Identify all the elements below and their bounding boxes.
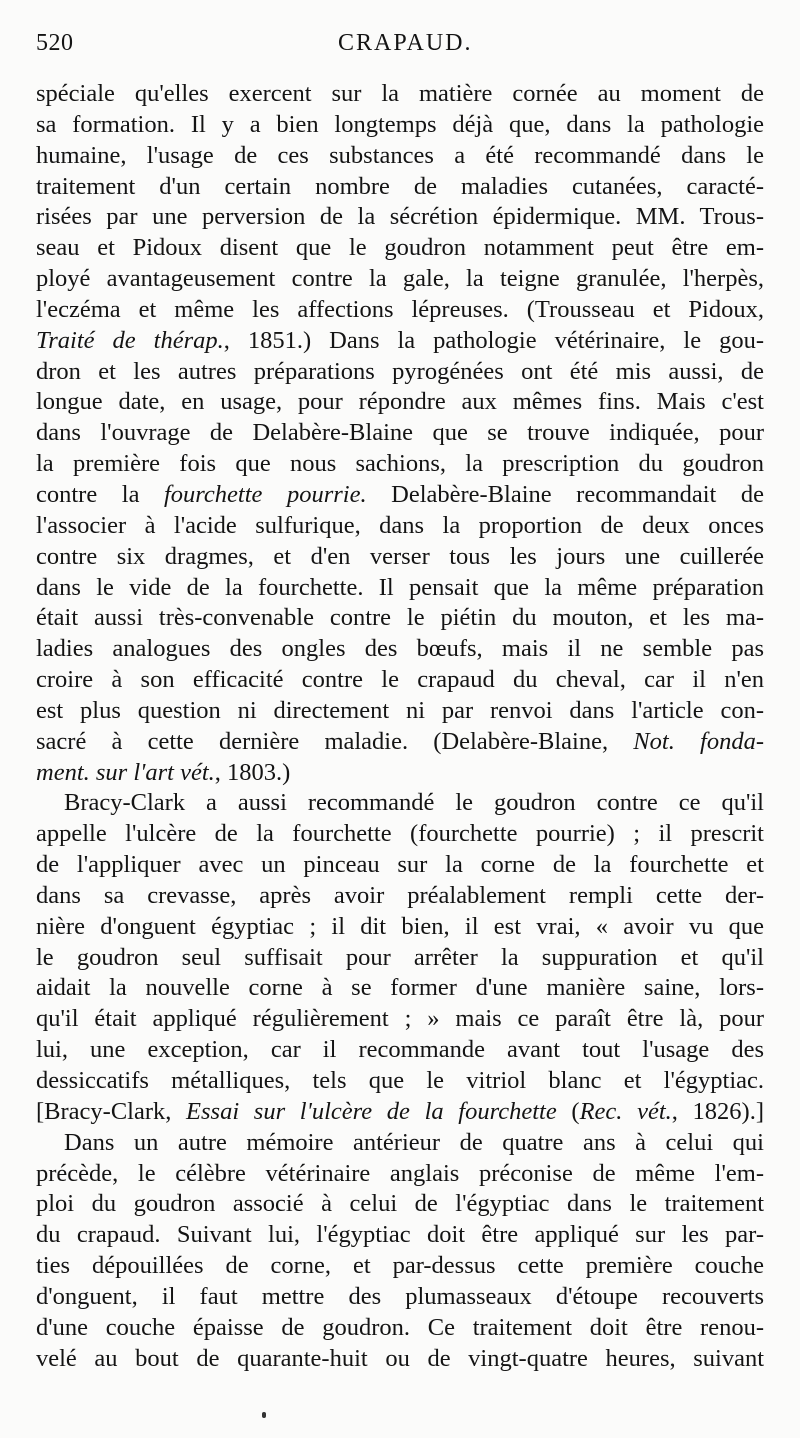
page-header [36, 30, 556, 66]
body-text [36, 79, 764, 1374]
text-line: velé au bout de quarante-huit ou de vingt-quatre heures, suivant [36, 1344, 764, 1372]
text-line: dans le vide de la fourchette. Il pensait que la même préparation [36, 573, 764, 601]
text-segment: , 1826).] [671, 1097, 764, 1125]
text-line: ploi du goudron associé à celui de l'égyptiac dans le traitement [36, 1190, 764, 1218]
text-line: ties dépouillées de corne, et par-dessus cette première couche [36, 1252, 764, 1280]
term-italic: fourchette pourrie. [163, 480, 367, 508]
citation-italic: Traité de thérap. [36, 326, 224, 354]
text-line: humaine, l'usage de ces substances a été recommandé dans le [36, 141, 764, 169]
text-line: d'une couche épaisse de goudron. Ce traitement doit être renou- [36, 1313, 764, 1341]
text-line: traitement d'un certain nombre de maladies cutanées, caracté- [36, 172, 764, 200]
text-line: Bracy-Clark a aussi recommandé le goudron contre ce qu'il [64, 789, 764, 817]
text-segment: , 1803.) [214, 758, 291, 786]
text-line: risées par une perversion de la sécrétion épidermique. MM. Trous- [36, 203, 764, 231]
text-line: dessiccatifs métalliques, tels que le vitriol blanc et l'égyptiac. [36, 1067, 764, 1094]
text-line: longue date, en usage, pour répondre aux mêmes fins. Mais c'est [36, 388, 764, 416]
text-line [36, 1097, 764, 1128]
text-line: précède, le célèbre vétérinaire anglais préconise de même l'em- [36, 1159, 764, 1187]
text-line: seau et Pidoux disent que le goudron notamment peut être em- [36, 234, 764, 262]
text-line: dans sa crevasse, après avoir préalablement rempli cette der- [36, 881, 764, 909]
citation-italic: Rec. vét. [579, 1097, 672, 1125]
text-line: du crapaud. Suivant lui, l'égyptiac doit être appliqué sur les par- [36, 1221, 764, 1249]
citation-italic: ment. sur l'art vét. [36, 758, 215, 786]
printer-mark [262, 1412, 266, 1418]
text-line [36, 326, 764, 357]
text-line: était aussi très-convenable contre le piétin du mouton, et les ma- [36, 604, 764, 632]
text-segment: contre la [36, 480, 164, 508]
text-line: dans l'ouvrage de Delabère-Blaine que se trouve indiquée, pour [36, 419, 764, 447]
page-number: 520 [36, 30, 74, 56]
citation-italic: Not. fonda- [633, 727, 764, 755]
text-line: l'associer à l'acide sulfurique, dans la proportion de deux onces [36, 511, 764, 539]
text-line: spéciale qu'elles exercent sur la matière cornée au moment de [36, 80, 764, 107]
text-line [36, 758, 764, 789]
text-line: de l'appliquer avec un pinceau sur la corne de la fourchette et [36, 851, 764, 879]
text-line: la première fois que nous sachions, la prescription du goudron [36, 450, 764, 478]
text-segment: Delabère-Blaine recommandait de [366, 480, 764, 508]
text-line: appelle l'ulcère de la fourchette (fourchette pourrie) ; il prescrit [36, 820, 764, 848]
text-line: Dans un autre mémoire antérieur de quatre ans à celui qui [64, 1128, 764, 1156]
text-line: est plus question ni directement ni par renvoi dans l'article con- [36, 696, 764, 724]
text-line: nière d'onguent égyptiac ; il dit bien, il est vrai, « avoir vu que [36, 912, 764, 940]
text-line: d'onguent, il faut mettre des plumasseaux d'étoupe recouverts [36, 1282, 764, 1310]
running-title: CRAPAUD. [338, 30, 473, 56]
text-line: croire à son efficacité contre le crapaud du cheval, car il n'en [36, 666, 764, 694]
text-line: ployé avantageusement contre la gale, la teigne granulée, l'herpès, [36, 265, 764, 293]
text-segment: sacré à cette dernière maladie. (Delabère-Blaine, [36, 727, 634, 755]
text-line [36, 480, 764, 511]
text-line: qu'il était appliqué régulièrement ; » mais ce paraît être là, pour [36, 1005, 764, 1033]
text-line: ladies analogues des ongles des bœufs, mais il ne semble pas [36, 635, 764, 663]
text-line [36, 727, 764, 758]
text-segment: [Bracy-Clark, [36, 1097, 187, 1125]
text-segment: ( [556, 1097, 580, 1125]
text-line: le goudron seul suffisait pour arrêter la suppuration et qu'il [36, 943, 764, 971]
text-line: sa formation. Il y a bien longtemps déjà que, dans la pathologie [36, 110, 764, 138]
text-segment: , 1851.) Dans la pathologie vétérinaire, le gou- [223, 326, 764, 354]
text-line: contre six dragmes, et d'en verser tous les jours une cuillerée [36, 542, 764, 570]
text-line: l'eczéma et même les affections lépreuses. (Trousseau et Pidoux, [36, 295, 764, 323]
text-line: lui, une exception, car il recommande avant tout l'usage des [36, 1036, 764, 1064]
text-line: dron et les autres préparations pyrogénées ont été mis aussi, de [36, 357, 764, 385]
text-line: aidait la nouvelle corne à se former d'une manière saine, lors- [36, 974, 764, 1002]
citation-italic: Essai sur l'ulcère de la fourchette [186, 1097, 557, 1125]
